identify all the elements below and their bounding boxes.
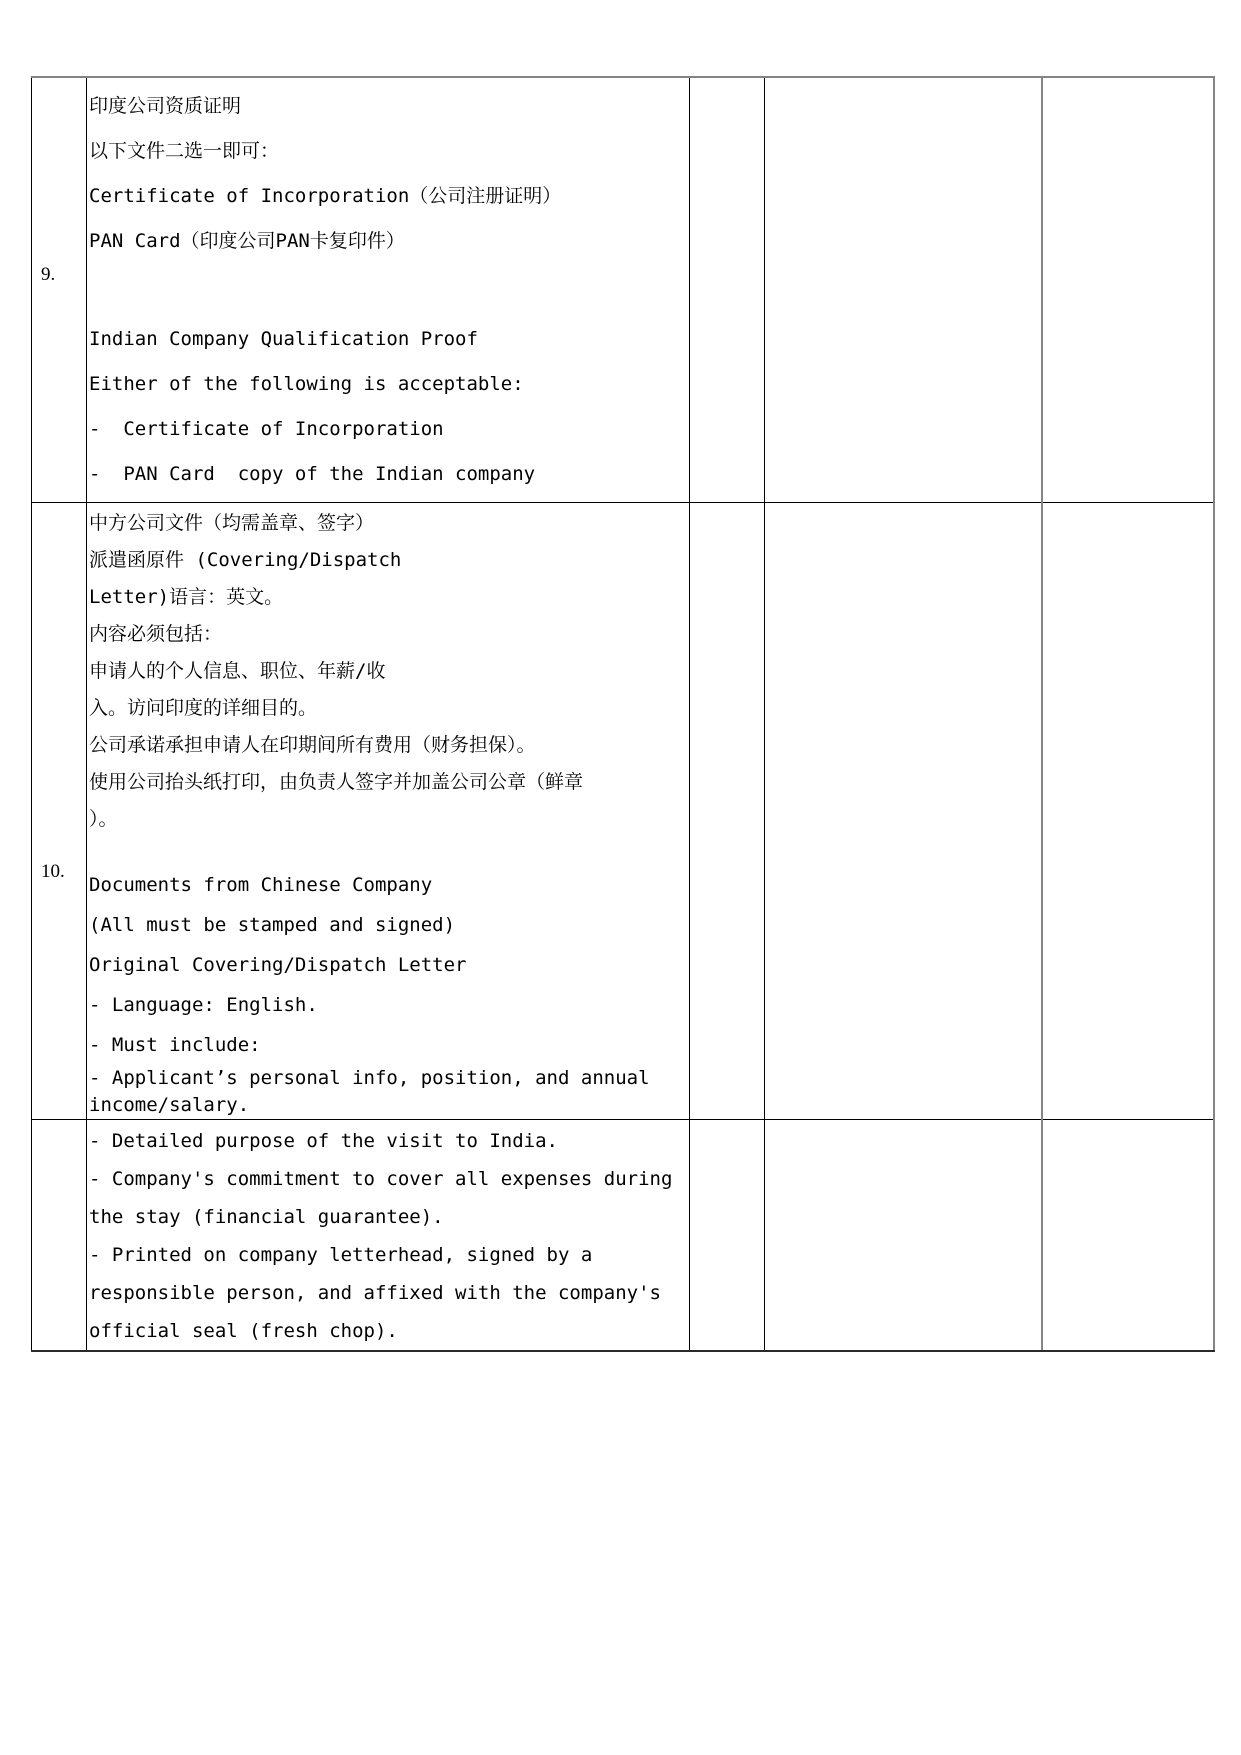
text-line: - Must include: <box>89 1034 261 1056</box>
text-line: Letter)语言：英文。 <box>89 586 284 608</box>
table-row-9 <box>32 77 1214 503</box>
table-row-continuation <box>32 1120 1214 1352</box>
text-line: ）。 <box>89 808 118 830</box>
text-line: - Detailed purpose of the visit to India. <box>89 1130 558 1152</box>
row-10-content-cell <box>87 503 690 1120</box>
table-row-10 <box>32 503 1214 1120</box>
row-9-empty-cell-3 <box>1042 77 1214 503</box>
row-9-empty-cell-2 <box>765 77 1042 503</box>
row-9-empty-cell-1 <box>690 77 765 503</box>
text-line: 入。访问印度的详细目的。 <box>89 697 318 719</box>
row-10-empty-cell-3 <box>1042 503 1214 1120</box>
text-line: 公司承诺承担申请人在印期间所有费用（财务担保）。 <box>89 734 536 756</box>
row-10-number-cell <box>32 503 87 1120</box>
text-line: - Certificate of Incorporation <box>89 418 444 440</box>
text-line: - Language: English. <box>89 994 318 1016</box>
text-line: 印度公司资质证明 <box>89 95 242 117</box>
row-9-number: 9. <box>41 264 56 285</box>
blank-space <box>89 838 686 865</box>
text-line: 中方公司文件（均需盖章、签字） <box>89 512 375 534</box>
row-continuation-empty-cell-3 <box>1042 1120 1214 1352</box>
text-line: 内容必须包括： <box>89 623 223 645</box>
row-9-english-block <box>89 317 686 497</box>
text-line: - Applicant’s personal info, position, and annual <box>89 1067 650 1089</box>
text-line: - Company's commitment to cover all expenses during <box>89 1168 673 1190</box>
text-line: - Printed on company letterhead, signed by a <box>89 1244 593 1266</box>
row-9-chinese-block <box>89 84 686 264</box>
text-line: 以下文件二选一即可： <box>89 140 280 162</box>
text-line: (All must be stamped and signed) <box>89 914 456 936</box>
row-continuation-number-cell <box>32 1120 87 1352</box>
text-line: - PAN Card copy of the Indian company <box>89 463 536 485</box>
text-line: Documents from Chinese Company <box>89 874 433 896</box>
blank-space <box>89 264 686 317</box>
row-10-number: 10. <box>41 861 65 882</box>
text-line: Either of the following is acceptable: <box>89 373 524 395</box>
row-10-chinese-block <box>89 505 686 838</box>
text-line: Original Covering/Dispatch Letter <box>89 954 467 976</box>
text-line: 使用公司抬头纸打印，由负责人签字并加盖公司公章（鲜章 <box>89 771 584 793</box>
text-line: 派遣函原件 (Covering/Dispatch <box>89 549 402 571</box>
text-line: responsible person, and affixed with the company's <box>89 1282 661 1304</box>
row-10-english-block <box>89 865 686 1065</box>
row-continuation-content-cell <box>87 1120 690 1352</box>
text-line: the stay (financial guarantee). <box>89 1206 444 1228</box>
text-line: Certificate of Incorporation（公司注册证明） <box>89 185 562 207</box>
row-9-content-cell <box>87 77 690 503</box>
row-continuation-english-block <box>89 1122 686 1350</box>
row-10-empty-cell-1 <box>690 503 765 1120</box>
row-9-number-cell <box>32 77 87 503</box>
text-line: 申请人的个人信息、职位、年薪/收 <box>89 660 386 682</box>
text-line: income/salary. <box>89 1094 250 1116</box>
requirements-table <box>31 76 1215 1352</box>
row-continuation-empty-cell-2 <box>765 1120 1042 1352</box>
row-continuation-empty-cell-1 <box>690 1120 765 1352</box>
row-10-empty-cell-2 <box>765 503 1042 1120</box>
text-line: PAN Card（印度公司PAN卡复印件） <box>89 230 405 252</box>
text-line: official seal (fresh chop). <box>89 1320 398 1342</box>
row-10-english-block-tight <box>89 1065 686 1119</box>
text-line: Indian Company Qualification Proof <box>89 328 478 350</box>
